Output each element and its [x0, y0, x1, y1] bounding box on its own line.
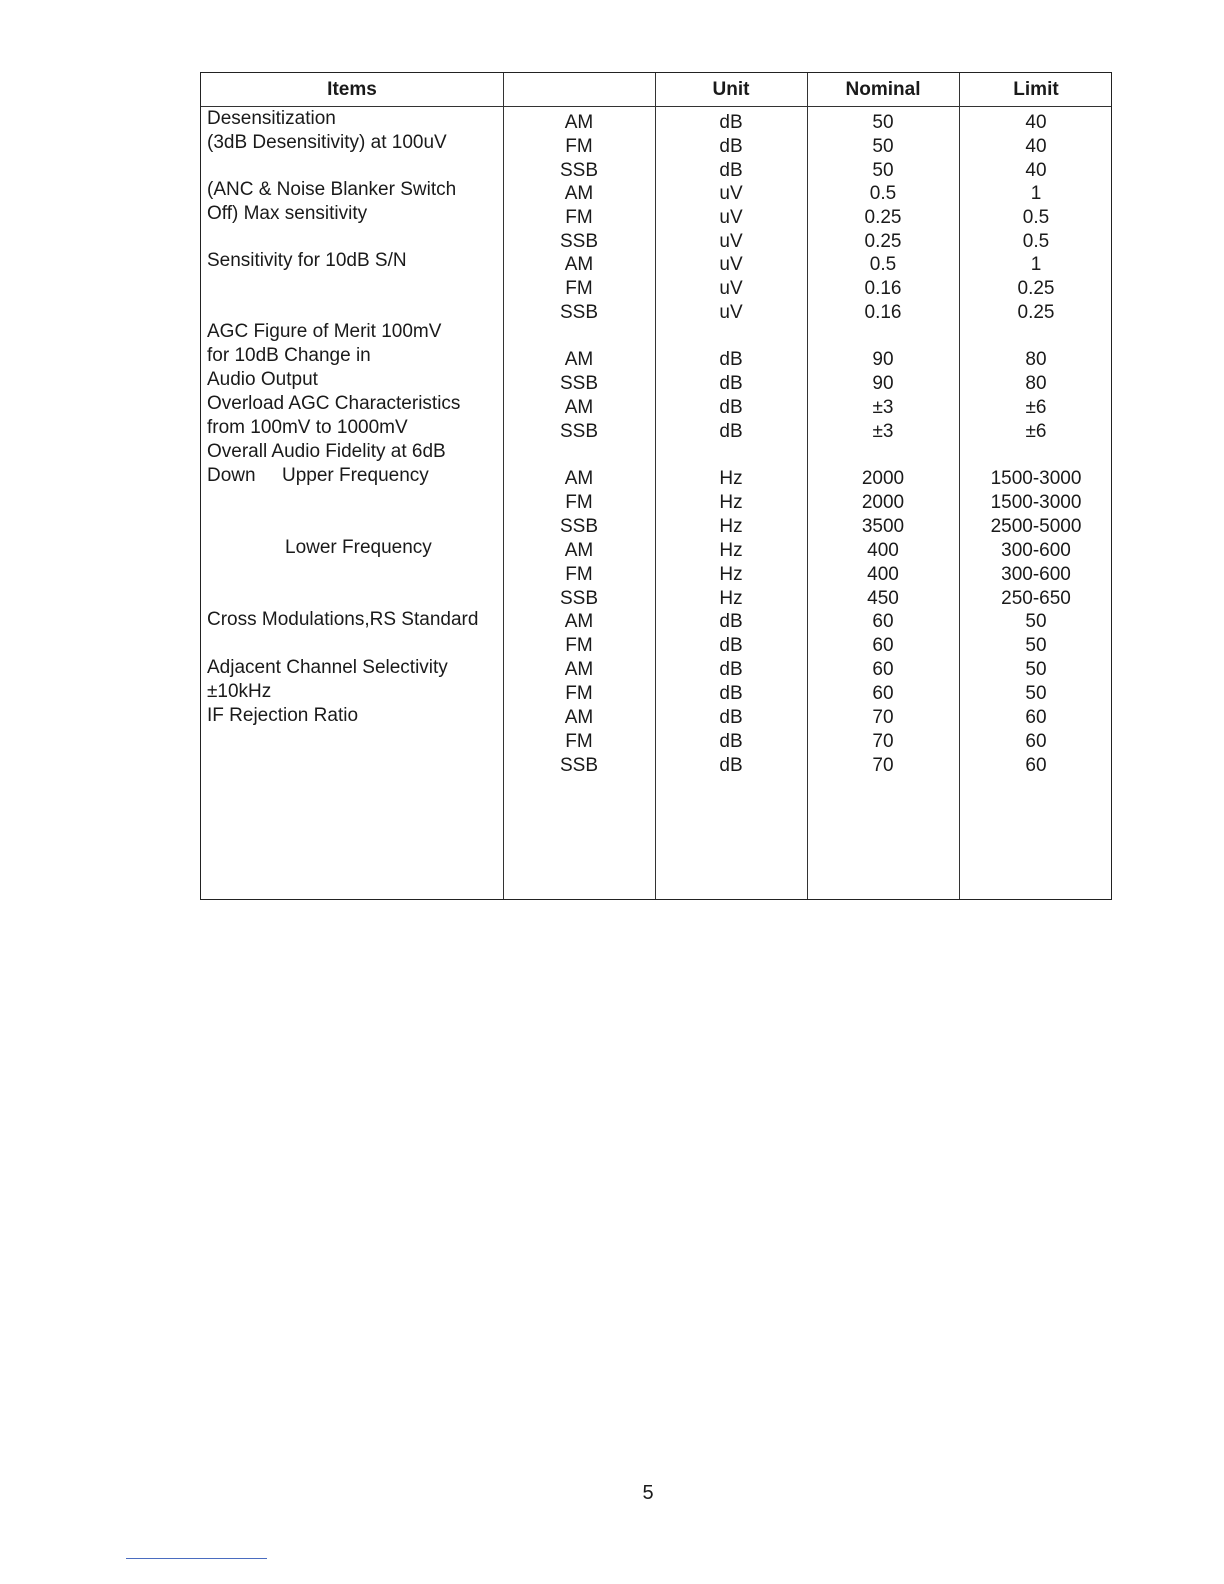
- mode-cell: FM: [565, 136, 593, 157]
- limit-cell: 40: [1025, 160, 1047, 181]
- unit-cell: dB: [719, 659, 743, 680]
- unit-cell: dB: [719, 136, 743, 157]
- limit-cell: 250-650: [1001, 588, 1071, 609]
- item-text: for 10dB Change in: [207, 345, 371, 366]
- mode-cell: AM: [564, 468, 594, 489]
- unit-cell: dB: [719, 755, 743, 776]
- limit-cell: 40: [1025, 136, 1047, 157]
- limit-cell: 50: [1025, 635, 1047, 656]
- header-limit: Limit: [1013, 79, 1059, 100]
- unit-cell: dB: [719, 421, 743, 442]
- mode-cell: SSB: [559, 373, 599, 394]
- item-text: Off) Max sensitivity: [207, 203, 368, 224]
- mode-cell: AM: [564, 397, 594, 418]
- nominal-cell: 0.5: [869, 254, 897, 275]
- unit-cell: uV: [719, 254, 743, 275]
- unit-cell: dB: [719, 349, 743, 370]
- limit-cell: ±6: [1025, 397, 1047, 418]
- item-text: Overload AGC Characteristics: [207, 393, 461, 414]
- unit-cell: Hz: [719, 516, 743, 537]
- header-divider: [201, 106, 1111, 107]
- mode-cell: FM: [565, 683, 593, 704]
- limit-cell: 80: [1025, 373, 1047, 394]
- limit-cell: 80: [1025, 349, 1047, 370]
- unit-cell: dB: [719, 731, 743, 752]
- page-number: 5: [642, 1482, 654, 1504]
- item-text: (ANC & Noise Blanker Switch: [207, 179, 457, 200]
- unit-cell: Hz: [719, 564, 743, 585]
- header-nominal: Nominal: [845, 79, 921, 100]
- nominal-cell: 400: [867, 564, 899, 585]
- limit-cell: ±6: [1025, 421, 1047, 442]
- unit-cell: dB: [719, 112, 743, 133]
- mode-cell: SSB: [559, 231, 599, 252]
- nominal-cell: 0.16: [864, 278, 902, 299]
- limit-cell: 300-600: [1001, 564, 1071, 585]
- item-text: Overall Audio Fidelity at 6dB: [207, 441, 446, 462]
- nominal-cell: 400: [867, 540, 899, 561]
- unit-cell: uV: [719, 207, 743, 228]
- item-text: Cross Modulations,RS Standard: [207, 609, 479, 630]
- limit-cell: 1: [1030, 183, 1042, 204]
- limit-cell: 1: [1030, 254, 1042, 275]
- item-text: (3dB Desensitivity) at 100uV: [207, 132, 447, 153]
- mode-cell: AM: [564, 349, 594, 370]
- unit-cell: dB: [719, 373, 743, 394]
- nominal-cell: 90: [872, 349, 894, 370]
- header-items: Items: [327, 79, 377, 100]
- mode-cell: SSB: [559, 516, 599, 537]
- unit-cell: uV: [719, 302, 743, 323]
- footer-rule: [126, 1558, 267, 1559]
- nominal-cell: 50: [872, 160, 894, 181]
- nominal-cell: 3500: [861, 516, 905, 537]
- mode-cell: FM: [565, 635, 593, 656]
- mode-cell: FM: [565, 278, 593, 299]
- header-mode: [503, 75, 655, 105]
- mode-cell: FM: [565, 564, 593, 585]
- unit-cell: Hz: [719, 492, 743, 513]
- mode-cell: SSB: [559, 755, 599, 776]
- item-text: from 100mV to 1000mV: [207, 417, 408, 438]
- nominal-cell: 70: [872, 731, 894, 752]
- limit-cell: 60: [1025, 707, 1047, 728]
- mode-cell: AM: [564, 540, 594, 561]
- nominal-cell: 60: [872, 659, 894, 680]
- nominal-cell: 0.16: [864, 302, 902, 323]
- limit-cell: 40: [1025, 112, 1047, 133]
- nominal-cell: 90: [872, 373, 894, 394]
- nominal-cell: 70: [872, 707, 894, 728]
- mode-cell: FM: [565, 731, 593, 752]
- nominal-cell: 60: [872, 683, 894, 704]
- limit-cell: 60: [1025, 731, 1047, 752]
- mode-cell: AM: [564, 707, 594, 728]
- unit-cell: dB: [719, 635, 743, 656]
- nominal-cell: 0.25: [864, 231, 902, 252]
- limit-cell: 1500-3000: [990, 468, 1082, 489]
- limit-cell: 1500-3000: [990, 492, 1082, 513]
- limit-cell: 50: [1025, 611, 1047, 632]
- nominal-cell: 0.25: [864, 207, 902, 228]
- limit-cell: 0.25: [1017, 278, 1055, 299]
- nominal-cell: 60: [872, 611, 894, 632]
- item-text: Desensitization: [207, 108, 336, 129]
- mode-cell: AM: [564, 659, 594, 680]
- mode-cell: SSB: [559, 160, 599, 181]
- nominal-cell: 0.5: [869, 183, 897, 204]
- nominal-cell: 2000: [861, 468, 905, 489]
- spec-table: [200, 72, 1112, 900]
- mode-cell: AM: [564, 112, 594, 133]
- limit-cell: 300-600: [1001, 540, 1071, 561]
- nominal-cell: ±3: [872, 397, 894, 418]
- mode-cell: FM: [565, 492, 593, 513]
- nominal-cell: 2000: [861, 492, 905, 513]
- unit-cell: uV: [719, 183, 743, 204]
- unit-cell: Hz: [719, 540, 743, 561]
- item-text: IF Rejection Ratio: [207, 705, 359, 726]
- limit-cell: 0.5: [1022, 231, 1050, 252]
- unit-cell: dB: [719, 683, 743, 704]
- unit-cell: uV: [719, 278, 743, 299]
- limit-cell: 0.25: [1017, 302, 1055, 323]
- item-text: Lower Frequency: [285, 537, 432, 558]
- unit-cell: dB: [719, 611, 743, 632]
- item-text: Audio Output: [207, 369, 318, 390]
- unit-cell: Hz: [719, 588, 743, 609]
- unit-cell: Hz: [719, 468, 743, 489]
- mode-cell: AM: [564, 611, 594, 632]
- nominal-cell: 50: [872, 136, 894, 157]
- unit-cell: uV: [719, 231, 743, 252]
- item-text: Adjacent Channel Selectivity: [207, 657, 448, 678]
- nominal-cell: 60: [872, 635, 894, 656]
- mode-cell: SSB: [559, 302, 599, 323]
- nominal-cell: ±3: [872, 421, 894, 442]
- unit-cell: dB: [719, 160, 743, 181]
- mode-cell: AM: [564, 254, 594, 275]
- unit-cell: dB: [719, 707, 743, 728]
- item-text: Down Upper Frequency: [207, 465, 429, 486]
- nominal-cell: 50: [872, 112, 894, 133]
- mode-cell: AM: [564, 183, 594, 204]
- nominal-cell: 70: [872, 755, 894, 776]
- item-text: Sensitivity for 10dB S/N: [207, 250, 407, 271]
- mode-cell: FM: [565, 207, 593, 228]
- unit-cell: dB: [719, 397, 743, 418]
- limit-cell: 2500-5000: [990, 516, 1082, 537]
- mode-cell: SSB: [559, 421, 599, 442]
- header-unit: Unit: [712, 79, 750, 100]
- limit-cell: 50: [1025, 683, 1047, 704]
- mode-cell: SSB: [559, 588, 599, 609]
- limit-cell: 50: [1025, 659, 1047, 680]
- limit-cell: 0.5: [1022, 207, 1050, 228]
- nominal-cell: 450: [867, 588, 899, 609]
- item-text: AGC Figure of Merit 100mV: [207, 321, 442, 342]
- item-text: ±10kHz: [207, 681, 272, 702]
- limit-cell: 60: [1025, 755, 1047, 776]
